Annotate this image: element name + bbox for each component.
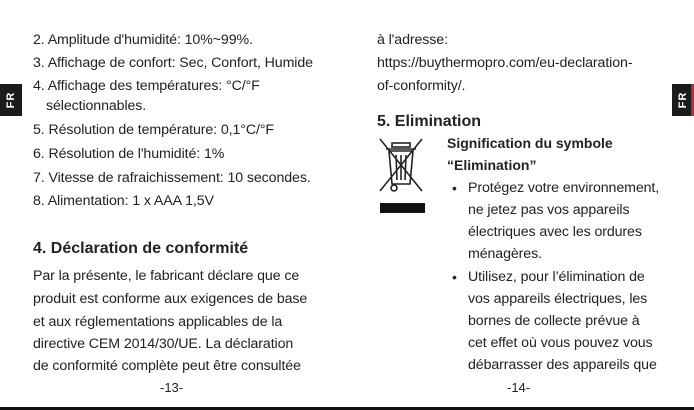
right-page: [347, 0, 694, 410]
language-tab-left: [0, 84, 22, 116]
language-tab-label: FR: [5, 91, 17, 109]
paragraph-line: directive CEM 2014/30/UE. La déclaration: [33, 336, 294, 352]
language-tab-right: [672, 84, 694, 116]
weee-bin-icon: [377, 134, 425, 214]
page-number-right: -14-: [507, 380, 531, 395]
spec-item-continuation: sélectionnables.: [46, 98, 147, 114]
spec-item: 2. Amplitude d'humidité: 10%~99%.: [33, 32, 253, 48]
paragraph-line: et aux réglementations applicables de la: [33, 314, 283, 330]
spec-item: 6. Résolution de l'humidité: 1%: [33, 146, 225, 162]
intro-line: https://buythermopro.com/eu-declaration-: [377, 55, 633, 71]
symbol-title-line: “Elimination”: [447, 157, 537, 173]
intro-line: of-conformity/.: [377, 78, 466, 94]
paragraph-line: de conformité complète peut être consultée: [33, 358, 301, 374]
spec-item: 7. Vitesse de rafraichissement: 10 secondes.: [33, 170, 311, 186]
bullet-1-line: Protégez votre environnement,: [468, 180, 660, 196]
section-heading-elimination: 5. Elimination: [377, 113, 482, 130]
bullet-2-line: Utilisez, pour l’élimination de: [468, 269, 645, 285]
bullet-2-line: bornes de collecte prévue à: [468, 313, 640, 329]
page-number-left: -13-: [160, 380, 184, 395]
spec-item: 4. Affichage des températures: °C/°F: [33, 78, 260, 94]
bullet-dot: •: [452, 180, 457, 196]
symbol-title-line: Signification du symbole: [447, 135, 613, 151]
bullet-1-line: ménagères.: [468, 246, 542, 262]
bullet-2-line: cet effet où vous pouvez vous: [468, 335, 653, 351]
spec-item: 8. Alimentation: 1 x AAA 1,5V: [33, 193, 214, 209]
bullet-2-line: vos appareils électriques, les: [468, 291, 648, 307]
bullet-1-line: électriques avec les ordures: [468, 224, 642, 240]
paragraph-line: produit est conforme aux exigences de base: [33, 291, 308, 307]
intro-line: à l'adresse:: [377, 32, 448, 48]
spec-item: 3. Affichage de confort: Sec, Confort, Humide: [33, 55, 313, 71]
bullet-dot: •: [452, 269, 457, 285]
bullet-2-line: débarrasser des appareils que: [468, 357, 657, 373]
bullet-1-line: ne jetez pas vos appareils: [468, 202, 630, 218]
section-heading-conformity: 4. Déclaration de conformité: [33, 240, 249, 257]
paragraph-line: Par la présente, le fabricant déclare que ce: [33, 268, 300, 284]
spec-item: 5. Résolution de température: 0,1°C/°F: [33, 122, 274, 138]
language-tab-label: FR: [677, 91, 689, 109]
